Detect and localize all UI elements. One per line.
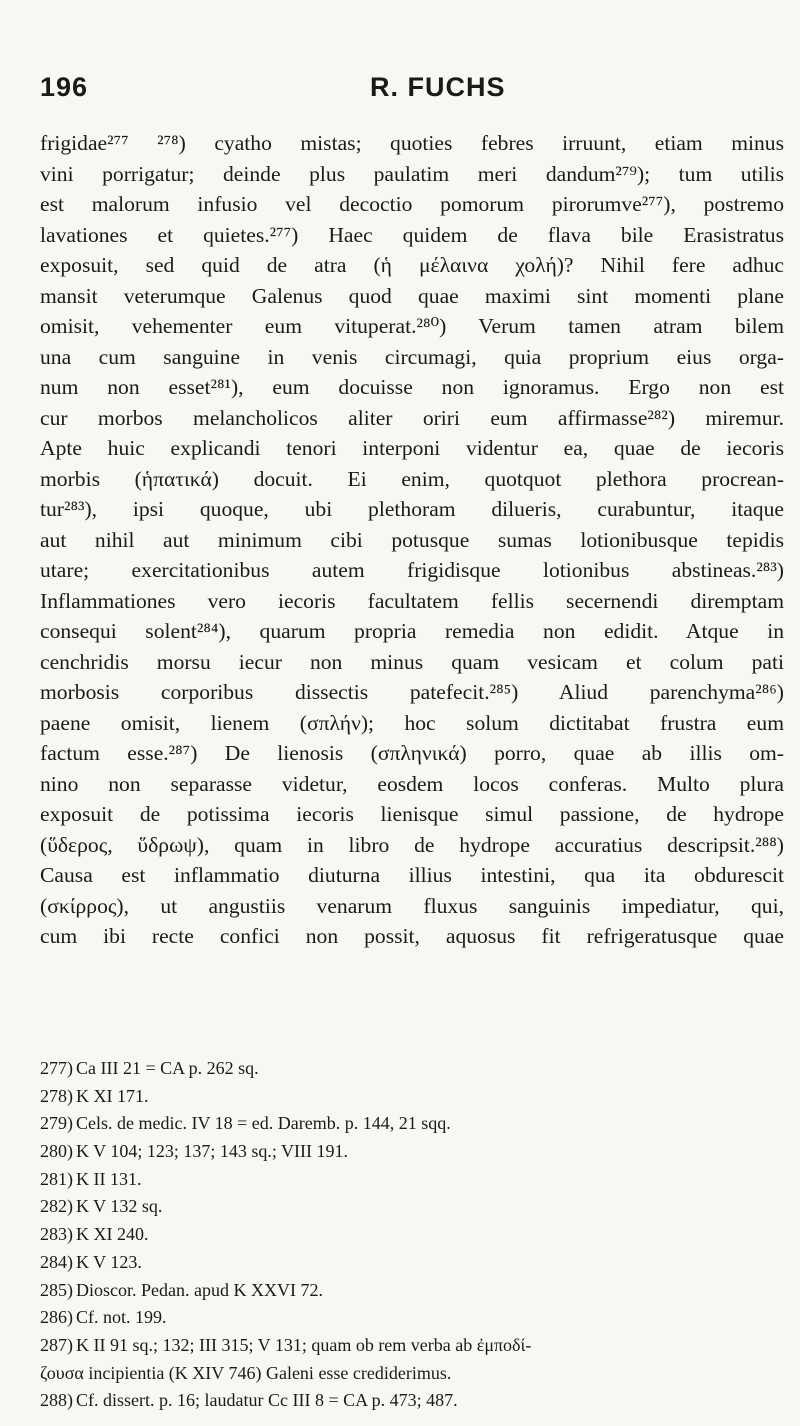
main-text bbox=[40, 128, 784, 952]
text-line: utare; exercitationibus autem frigidisque lotionibus abstineas.²⁸³) bbox=[40, 558, 784, 582]
footnote-text: K XI 171. bbox=[76, 1085, 149, 1106]
footnote bbox=[40, 1249, 784, 1277]
footnote bbox=[40, 1193, 784, 1221]
text-line: exposuit, sed quid de atra (ἡ μέλαινα χολή)? Nihil fere adhuc bbox=[40, 253, 784, 277]
footnote bbox=[40, 1110, 784, 1138]
footnote-text: Cels. de medic. IV 18 = ed. Daremb. p. 144, 21 sqq. bbox=[76, 1113, 451, 1134]
text-line: num non esset²⁸¹), eum docuisse non ignoramus. Ergo non est bbox=[40, 375, 784, 399]
footnote bbox=[40, 1166, 784, 1194]
text-line: paene omisit, lienem (σπλήν); hoc solum dictitabat frustra eum bbox=[40, 710, 784, 735]
text-line: Inflammationes vero iecoris facultatem fellis secernendi diremptam bbox=[40, 588, 784, 613]
text-line: morbis (ἡπατικά) docuit. Ei enim, quotquot plethora procrean- bbox=[40, 466, 784, 491]
text-line: tur²⁸³), ipsi quoque, ubi plethoram dilueris, curabuntur, itaque bbox=[40, 497, 784, 521]
text-line: factum esse.²⁸⁷) De lienosis (σπληνικά) porro, quae ab illis om- bbox=[40, 741, 784, 765]
text-line: mansit veterumque Galenus quod quae maximi sint momenti plane bbox=[40, 283, 784, 308]
footnote-number: 282) bbox=[40, 1196, 73, 1217]
page-header bbox=[40, 72, 780, 112]
footnote-number: 286) bbox=[40, 1307, 73, 1328]
text-line: aut nihil aut minimum cibi potusque sumas lotionibusque tepidis bbox=[40, 527, 784, 552]
footnote bbox=[40, 1221, 784, 1249]
footnote bbox=[40, 1360, 784, 1388]
footnote-number: 280) bbox=[40, 1141, 73, 1162]
running-head: R. FUCHS bbox=[370, 72, 506, 102]
footnote-text: Dioscor. Pedan. apud K XXVI 72. bbox=[76, 1279, 323, 1300]
text-line: (ὕδερος, ὕδρωψ), quam in libro de hydrope accuratius descripsit.²⁸⁸) bbox=[40, 832, 784, 857]
footnote-number: 277) bbox=[40, 1058, 73, 1078]
footnote-number: 281) bbox=[40, 1168, 73, 1189]
footnote-text: K XI 240. bbox=[76, 1224, 149, 1245]
footnote-text: K II 91 sq.; 132; III 315; V 131; quam ob rem verba ab ἐμποδί- bbox=[76, 1334, 532, 1355]
footnote-number: 279) bbox=[40, 1113, 73, 1134]
footnotes bbox=[40, 1055, 784, 1415]
footnote bbox=[40, 1304, 784, 1332]
footnote-text: ζουσα incipientia (K XIV 746) Galeni esse crediderimus. bbox=[40, 1362, 452, 1383]
footnote-text: K V 123. bbox=[76, 1251, 142, 1272]
text-line: una cum sanguine in venis circumagi, quia proprium eius orga- bbox=[40, 344, 784, 369]
text-line: (σκίρρος), ut angustiis venarum fluxus sanguinis impediatur, qui, bbox=[40, 893, 784, 918]
footnote-text: Ca III 21 = CA p. 262 sq. bbox=[76, 1058, 259, 1078]
footnote bbox=[40, 1138, 784, 1166]
footnote-number: 287) bbox=[40, 1334, 73, 1355]
text-line: nino non separasse videtur, eosdem locos conferas. Multo plura bbox=[40, 771, 784, 796]
footnote bbox=[40, 1083, 784, 1111]
text-line: consequi solent²⁸⁴), quarum propria remedia non edidit. Atque in bbox=[40, 619, 784, 643]
text-line: omisit, vehementer eum vituperat.²⁸⁰) Verum tamen atram bilem bbox=[40, 314, 784, 338]
footnote-text: Cf. dissert. p. 16; laudatur Cc III 8 = CA p. 473; 487. bbox=[76, 1390, 458, 1411]
text-line: cenchridis morsu iecur non minus quam vesicam et colum pati bbox=[40, 649, 784, 674]
text-line: est malorum infusio vel decoctio pomorum pirorumve²⁷⁷), postremo bbox=[40, 192, 784, 216]
footnote-text: K V 104; 123; 137; 143 sq.; VIII 191. bbox=[76, 1141, 349, 1162]
footnote-text: K V 132 sq. bbox=[76, 1196, 163, 1217]
footnote-number: 288) bbox=[40, 1390, 73, 1411]
text-line: morbosis corporibus dissectis patefecit.²⁸⁵) Aliud parenchyma²⁸⁶) bbox=[40, 680, 784, 704]
text-line: exposuit de potissima iecoris lienisque simul passione, de hydrope bbox=[40, 802, 784, 826]
text-line: Causa est inflammatio diuturna illius intestini, qua ita obdurescit bbox=[40, 863, 784, 887]
text-line: cum ibi recte confici non possit, aquosus fit refrigeratusque quae bbox=[40, 924, 784, 948]
text-line: Apte huic explicandi tenori interponi videntur ea, quae de iecoris bbox=[40, 436, 784, 460]
text-line: frigidae²⁷⁷ ²⁷⁸) cyatho mistas; quoties febres irruunt, etiam minus bbox=[40, 131, 784, 155]
text-line: cur morbos melancholicos aliter oriri eum affirmasse²⁸²) miremur. bbox=[40, 405, 784, 430]
footnote-text: K II 131. bbox=[76, 1168, 142, 1189]
footnote-number: 278) bbox=[40, 1085, 73, 1106]
footnote-number: 283) bbox=[40, 1224, 73, 1245]
footnote bbox=[40, 1332, 784, 1360]
text-line: lavationes et quietes.²⁷⁷) Haec quidem de flava bile Erasistratus bbox=[40, 222, 784, 247]
text-line: vini porrigatur; deinde plus paulatim meri dandum²⁷⁹); tum utilis bbox=[40, 161, 784, 186]
footnote-text: Cf. not. 199. bbox=[76, 1307, 167, 1328]
footnote bbox=[40, 1277, 784, 1305]
footnote-number: 285) bbox=[40, 1279, 73, 1300]
page-number: 196 bbox=[40, 72, 89, 102]
footnote bbox=[40, 1055, 784, 1083]
footnote bbox=[40, 1387, 784, 1415]
footnote-number: 284) bbox=[40, 1251, 73, 1272]
